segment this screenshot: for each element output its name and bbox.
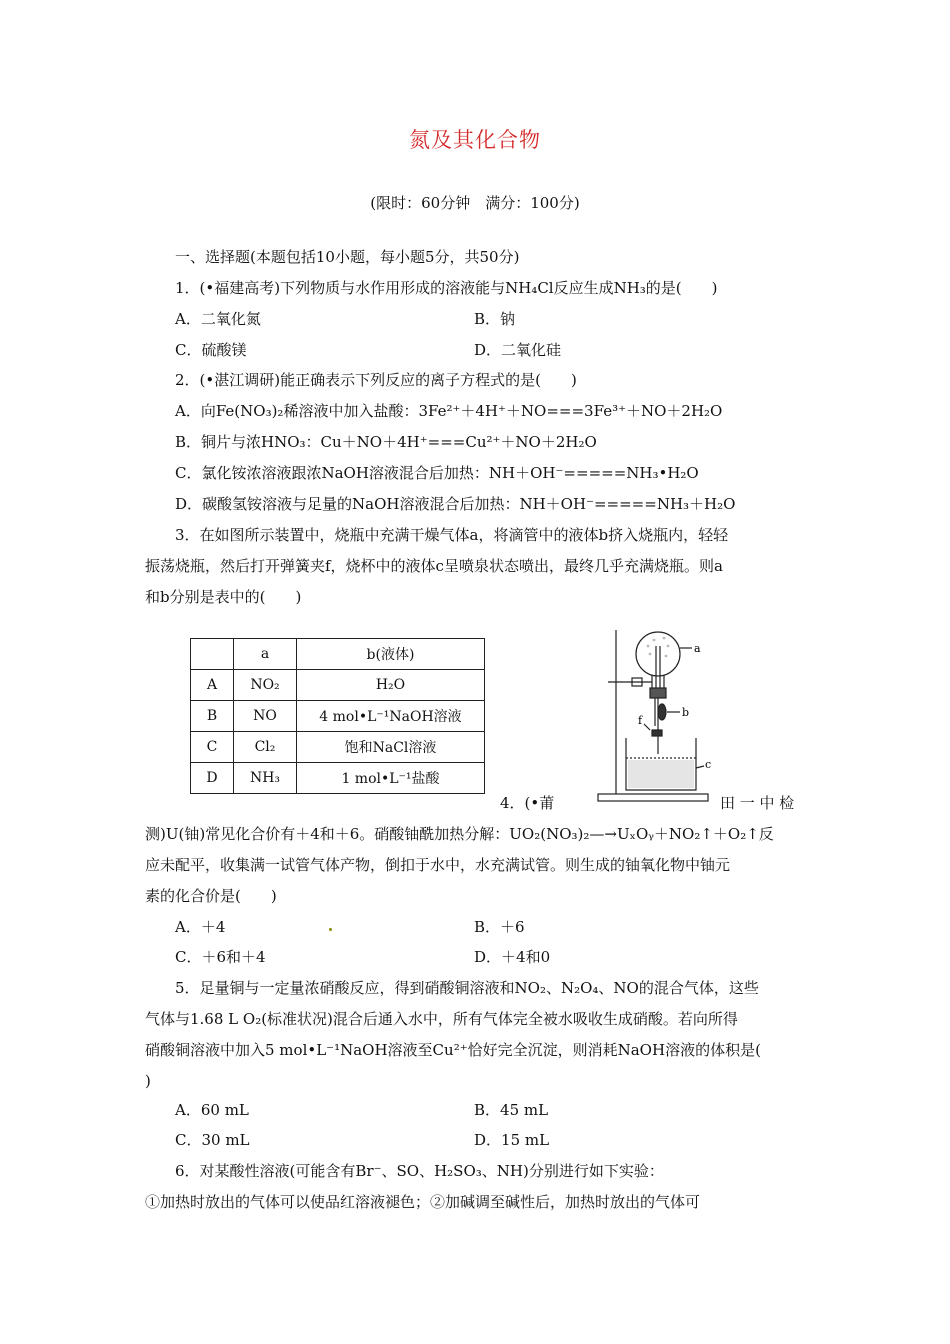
table-cell: A	[191, 670, 234, 701]
table-cell: 饱和NaCl溶液	[297, 732, 485, 763]
figure-label-c: c	[705, 758, 712, 771]
q4-head-left: 4．(•莆	[500, 794, 555, 812]
q2-stem: 2．(•湛江调研)能正确表示下列反应的离子方程式的是( )	[175, 371, 577, 389]
q5-option-b: B．45 mL	[474, 1101, 549, 1119]
table-cell: b(液体)	[297, 639, 485, 670]
q1-option-d: D．二氧化硅	[474, 341, 562, 359]
table-row	[191, 670, 485, 701]
table-row	[191, 732, 485, 763]
table-cell: Cl₂	[234, 732, 297, 763]
table-cell: NO	[234, 701, 297, 732]
q4-line-2: 测)U(铀)常见化合价有＋4和＋6。硝酸铀酰加热分解：UO₂(NO₃)₂—→UₓOᵧ＋NO₂↑＋O₂↑反	[145, 825, 774, 843]
q5-line-3: 硝酸铜溶液中加入5 mol•L⁻¹NaOH溶液至Cu²⁺恰好完全沉淀，则消耗NaOH溶液的体积是(	[145, 1041, 761, 1059]
q4-option-a: A．＋4	[175, 918, 226, 936]
table-cell: 4 mol•L⁻¹NaOH溶液	[297, 701, 485, 732]
q2-option-a: A．向Fe(NO₃)₂稀溶液中加入盐酸：3Fe²⁺＋4H⁺＋NO===3Fe³⁺＋NO＋2H₂O	[175, 402, 723, 420]
q4-line-3: 应未配平，收集满一试管气体产物，倒扣于水中，水充满试管。则生成的铀氧化物中铀元	[145, 856, 731, 874]
q4-line-4: 素的化合价是( )	[145, 887, 277, 905]
q5-line-2: 气体与1.68 L O₂(标准状况)混合后通入水中，所有气体完全被水吸收生成硝酸。若向所得	[145, 1010, 738, 1028]
table-cell: a	[234, 639, 297, 670]
figure-label-f: f	[638, 714, 643, 727]
q1-option-b: B．钠	[474, 310, 516, 328]
q1-stem: 1．(•福建高考)下列物质与水作用形成的溶液能与NH₄Cl反应生成NH₃的是( )	[175, 279, 718, 297]
q2-option-c: C．氯化铵浓溶液跟浓NaOH溶液混合后加热：NH＋OH⁻=====NH₃•H₂O	[175, 464, 699, 482]
table-cell: H₂O	[297, 670, 485, 701]
q6-line-1: 6．对某酸性溶液(可能含有Br⁻、SO、H₂SO₃、NH)分别进行如下实验：	[175, 1162, 664, 1180]
table-row	[191, 701, 485, 732]
table-cell: D	[191, 763, 234, 794]
table-cell: NH₃	[234, 763, 297, 794]
table-cell: 1 mol•L⁻¹盐酸	[297, 763, 485, 794]
fountain-apparatus-figure	[592, 626, 722, 804]
q4-head-right: 田 一 中 检	[720, 794, 795, 812]
table-header-row	[191, 639, 485, 670]
q5-line-4: )	[145, 1072, 151, 1090]
q5-option-d: D．15 mL	[474, 1131, 550, 1149]
q2-option-b: B．铜片与浓HNO₃：Cu＋NO＋4H⁺===Cu²⁺＋NO＋2H₂O	[175, 433, 597, 451]
q1-option-c: C．硫酸镁	[175, 341, 247, 359]
q4-option-b: B．＋6	[474, 918, 525, 936]
figure-label-a: a	[694, 642, 701, 655]
table-cell: NO₂	[234, 670, 297, 701]
q3-options-table	[190, 638, 485, 794]
q4-option-c: C．＋6和＋4	[175, 948, 266, 966]
q5-line-1: 5．足量铜与一定量浓硝酸反应，得到硝酸铜溶液和NO₂、N₂O₄、NO的混合气体，这些	[175, 979, 759, 997]
stray-dot	[329, 928, 332, 931]
table-cell	[191, 639, 234, 670]
q3-line-3: 和b分别是表中的( )	[145, 588, 302, 606]
q5-option-a: A．60 mL	[175, 1101, 249, 1119]
q4-option-d: D．＋4和0	[474, 948, 551, 966]
table-cell: C	[191, 732, 234, 763]
figure-label-b: b	[682, 706, 690, 719]
table-row	[191, 763, 485, 794]
page-title: 氮及其化合物	[409, 128, 541, 152]
section-heading: 一、选择题(本题包括10小题，每小题5分，共50分)	[175, 248, 520, 266]
q3-line-1: 3．在如图所示装置中，烧瓶中充满干燥气体a，将滴管中的液体b挤入烧瓶内，轻轻	[175, 526, 729, 544]
time-limit: (限时：60分钟 满分：100分)	[370, 194, 580, 212]
q2-option-d: D．碳酸氢铵溶液与足量的NaOH溶液混合后加热：NH＋OH⁻=====NH₃＋H₂O	[175, 495, 736, 513]
q5-option-c: C．30 mL	[175, 1131, 250, 1149]
q6-line-2: ①加热时放出的气体可以使品红溶液褪色；②加碱调至碱性后，加热时放出的气体可	[145, 1193, 701, 1211]
table-cell: B	[191, 701, 234, 732]
q1-option-a: A．二氧化氮	[175, 310, 261, 328]
q3-line-2: 振荡烧瓶，然后打开弹簧夹f，烧杯中的液体c呈喷泉状态喷出，最终几乎充满烧瓶。则a	[145, 557, 723, 575]
